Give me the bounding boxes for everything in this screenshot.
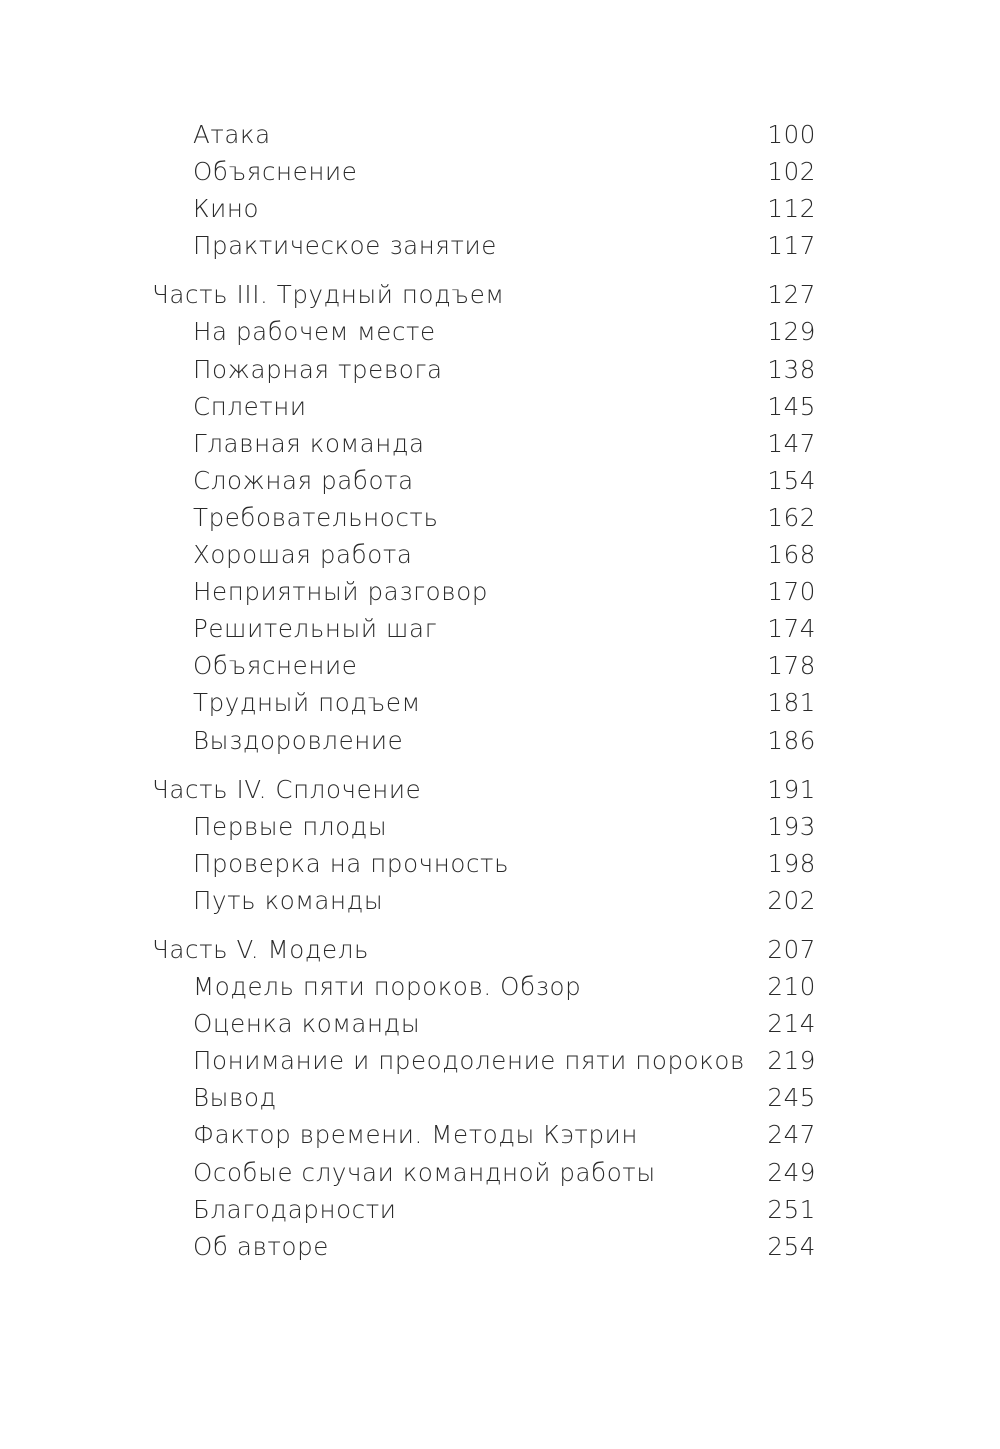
toc-entry-page: 249 — [767, 1157, 816, 1187]
toc-entry-page: 186 — [767, 725, 816, 755]
toc-entry[interactable] — [152, 722, 816, 759]
toc-entry-title: Главная команда — [193, 428, 425, 458]
toc-entry-page: 247 — [767, 1120, 816, 1150]
toc-entry[interactable] — [152, 1042, 816, 1079]
toc-entry-title: Практическое занятие — [193, 231, 497, 261]
toc-entry-page: 129 — [767, 317, 816, 347]
toc-entry-title: Особые случаи командной работы — [193, 1157, 656, 1187]
toc-entry-title: Хорошая работа — [193, 540, 413, 570]
toc-entry[interactable] — [152, 536, 816, 573]
toc-entry[interactable] — [152, 968, 816, 1005]
toc-entry-title: Первые плоды — [193, 811, 388, 841]
toc-entry-page: 162 — [767, 502, 816, 532]
toc-entry-title: Вывод — [193, 1083, 277, 1113]
toc-entry-title: Сложная работа — [193, 465, 414, 495]
toc-entry-title: Об авторе — [193, 1231, 329, 1261]
toc-entry-title: Сплетни — [193, 391, 307, 421]
toc-entry-title: Решительный шаг — [193, 614, 438, 644]
toc-entry-title: Трудный подъем — [193, 688, 421, 718]
toc-entry[interactable] — [152, 610, 816, 647]
toc-entry-page: 112 — [767, 194, 816, 224]
toc-entry-page: 219 — [767, 1046, 816, 1076]
toc-entry[interactable] — [152, 499, 816, 536]
toc-entry[interactable] — [152, 190, 816, 227]
toc-entry-page: 245 — [767, 1083, 816, 1113]
toc-group-part-3 — [152, 276, 816, 758]
toc-entry-title: Объяснение — [193, 651, 358, 681]
toc-part-heading[interactable] — [152, 931, 816, 968]
toc-entry-title: Неприятный разговор — [193, 577, 488, 607]
toc-entry[interactable] — [152, 116, 816, 153]
toc-entry-title: Требовательность — [193, 502, 439, 532]
toc-entry-title: Понимание и преодоление пяти пороков — [193, 1046, 745, 1076]
toc-part-heading[interactable] — [152, 771, 816, 808]
toc-entry[interactable] — [152, 684, 816, 721]
toc-entry[interactable] — [152, 1005, 816, 1042]
table-of-contents — [152, 116, 816, 1265]
toc-entry[interactable] — [152, 1228, 816, 1265]
toc-part-title: Часть IV. Сплочение — [152, 774, 422, 804]
toc-entry-title: Путь команды — [193, 885, 384, 915]
toc-entry-page: 100 — [767, 120, 816, 149]
toc-entry[interactable] — [152, 882, 816, 919]
toc-group-part-4 — [152, 771, 816, 919]
toc-part-title: Часть III. Трудный подъем — [152, 280, 505, 310]
toc-entry-page: 178 — [767, 651, 816, 681]
toc-entry[interactable] — [152, 425, 816, 462]
toc-entry-page: 210 — [767, 972, 816, 1002]
toc-entry[interactable] — [152, 351, 816, 388]
toc-entry-page: 174 — [767, 614, 816, 644]
toc-entry-page: 254 — [767, 1231, 816, 1261]
toc-entry[interactable] — [152, 647, 816, 684]
toc-entry-title: Выздоровление — [193, 725, 404, 755]
toc-entry-page: 154 — [767, 465, 816, 495]
toc-entry-page: 181 — [767, 688, 816, 718]
toc-entry-page: 170 — [767, 577, 816, 607]
toc-entry-page: 251 — [767, 1194, 816, 1224]
toc-entry[interactable] — [152, 1116, 816, 1153]
toc-entry[interactable] — [152, 573, 816, 610]
toc-entry[interactable] — [152, 1154, 816, 1191]
toc-part-page: 191 — [767, 774, 816, 804]
toc-entry[interactable] — [152, 153, 816, 190]
toc-entry[interactable] — [152, 313, 816, 350]
toc-entry-title: Модель пяти пороков. Обзор — [193, 972, 582, 1002]
toc-entry-page: 117 — [767, 231, 816, 261]
toc-entry[interactable] — [152, 227, 816, 264]
toc-entry[interactable] — [152, 808, 816, 845]
toc-entry[interactable] — [152, 1079, 816, 1116]
toc-entry-title: Атака — [193, 120, 271, 149]
toc-entry[interactable] — [152, 845, 816, 882]
toc-entry-page: 193 — [767, 811, 816, 841]
toc-entry-title: На рабочем месте — [193, 317, 436, 347]
toc-entry-title: Объяснение — [193, 157, 358, 187]
toc-entry-title: Пожарная тревога — [193, 354, 443, 384]
toc-group-part-5 — [152, 931, 816, 1265]
toc-entry-page: 145 — [767, 391, 816, 421]
toc-entry-title: Оценка команды — [193, 1009, 421, 1039]
toc-entry-page: 102 — [767, 157, 816, 187]
toc-entry[interactable] — [152, 1191, 816, 1228]
toc-entry-page: 138 — [767, 354, 816, 384]
toc-entry-title: Благодарности — [193, 1194, 397, 1224]
toc-part-title: Часть V. Модель — [152, 934, 370, 964]
toc-entry-page: 202 — [767, 885, 816, 915]
toc-group-continuation — [152, 116, 816, 264]
toc-entry-page: 168 — [767, 540, 816, 570]
toc-entry[interactable] — [152, 388, 816, 425]
toc-entry-title: Фактор времени. Методы Кэтрин — [193, 1120, 638, 1150]
toc-part-page: 127 — [767, 280, 816, 310]
toc-entry-title: Кино — [193, 194, 260, 224]
toc-entry-page: 214 — [767, 1009, 816, 1039]
toc-entry-page: 147 — [767, 428, 816, 458]
toc-entry-page: 198 — [767, 848, 816, 878]
toc-part-page: 207 — [767, 934, 816, 964]
toc-entry[interactable] — [152, 462, 816, 499]
toc-entry-title: Проверка на прочность — [193, 848, 510, 878]
toc-part-heading[interactable] — [152, 276, 816, 313]
